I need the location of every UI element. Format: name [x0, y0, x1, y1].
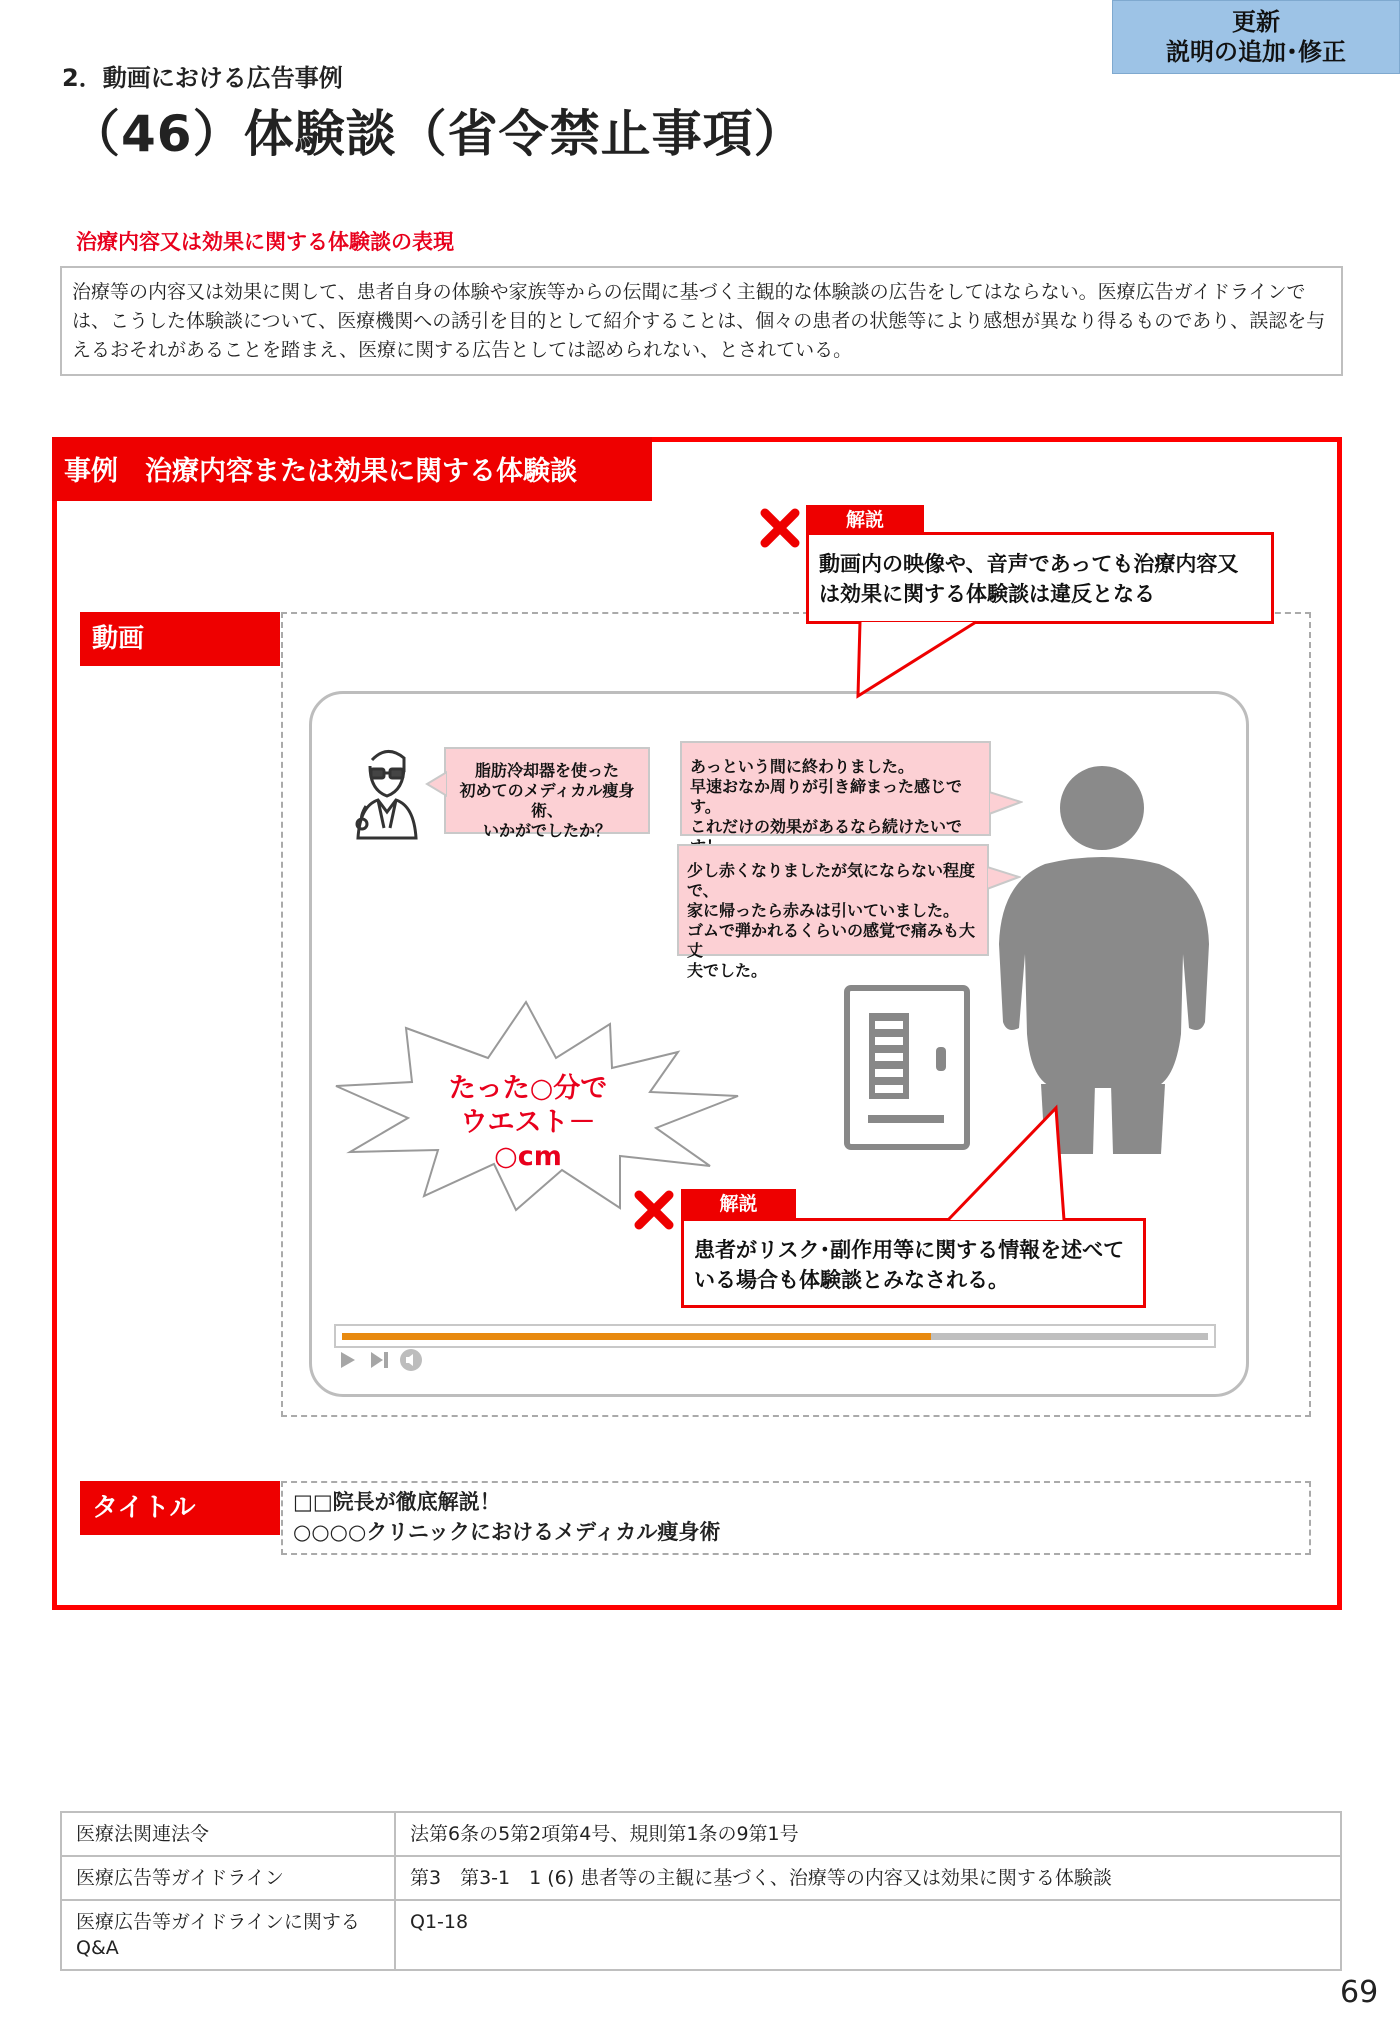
update-badge: [1112, 0, 1400, 74]
video-title-area: [281, 1481, 1311, 1555]
bubble-line: 初めてのメディカル痩身術、: [459, 781, 635, 820]
note-line: 動画内の映像や、音声であっても治療内容又: [819, 552, 1239, 576]
bubble-line: これだけの効果があるなら続けたいで: [690, 817, 963, 836]
table-value: 第3 第3-1 1 (6) 患者等の主観に基づく、治療等の内容又は効果に関する体験談: [395, 1856, 1341, 1900]
table-key: 医療法関連法令: [61, 1812, 395, 1856]
progress-fill: [342, 1333, 931, 1340]
video-title-line: ○○○○クリニックにおけるメディカル痩身術: [293, 1520, 721, 1544]
x-mark-icon: [633, 1189, 675, 1231]
table-value: 法第6条の5第2項第4号、規則第1条の9第1号: [395, 1812, 1341, 1856]
interviewer-bubble: [444, 747, 650, 840]
bubble-line: あっという間に終わりました。: [690, 757, 914, 776]
note-1-pointer: [850, 620, 980, 700]
table-row: [61, 1812, 1341, 1856]
note-line: 患者がリスク･副作用等に関する情報を述べて: [694, 1238, 1125, 1262]
bubble-line: 早速おなか周りが引き締まった感じです。: [690, 777, 963, 816]
title-label: タイトル: [80, 1481, 280, 1535]
table-key: 医療広告等ガイドラインに関する Q&A: [61, 1900, 395, 1970]
patient-bubble-2: [677, 844, 989, 980]
example-label: 事例 治療内容または効果に関する体験談: [52, 437, 652, 501]
video-progress-bar[interactable]: [334, 1324, 1216, 1348]
bubble-line: ゴムで弾かれるくらいの感覚で痛みも大丈: [687, 921, 976, 960]
patient-bubble-1: [680, 741, 991, 836]
note-box-2: [681, 1218, 1146, 1308]
bubble-line: 家に帰ったら赤みは引いていました。: [687, 901, 960, 920]
note-tag-2: 解説: [681, 1189, 796, 1220]
note-box-1: [806, 532, 1274, 624]
bubble-line: 少し赤くなりましたが気にならない程度で、: [687, 861, 976, 900]
intro-text-box: 治療等の内容又は効果に関して、患者自身の体験や家族等からの伝聞に基づく主観的な体験談の広告をしてはならない。医療広告ガイドラインでは、こうした体験談について、医療機関への誘引を目的として紹介することは、個々の患者の状態等により感想が異なり得るものであり、誤認を与えるおそれがあることを踏まえ、医療に関する広告としては認められない、とされている。: [60, 266, 1343, 376]
burst-line: ウエスト－○cm: [460, 1107, 596, 1172]
reference-table: [60, 1811, 1342, 1971]
table-value: Q1-18: [395, 1900, 1341, 1970]
doctor-icon: [348, 740, 426, 840]
badge-line-1: 更新: [1232, 8, 1280, 36]
intro-heading: 治療内容又は効果に関する体験談の表現: [76, 230, 454, 254]
table-row: [61, 1856, 1341, 1900]
burst-line: たった○分で: [448, 1073, 608, 1104]
badge-line-2: 説明の追加･修正: [1166, 38, 1346, 66]
progress-track: [342, 1333, 1208, 1340]
page-title: （46）体験談（省令禁止事項）: [70, 105, 805, 163]
table-row: [61, 1900, 1341, 1970]
play-icon[interactable]: [338, 1349, 358, 1371]
note-tag-1: 解説: [806, 505, 924, 536]
section-subtitle: 2．動画における広告事例: [62, 64, 343, 92]
patient-silhouette-icon: [995, 764, 1217, 1154]
note-line: は効果に関する体験談は違反となる: [819, 582, 1155, 606]
volume-icon[interactable]: [398, 1347, 424, 1373]
table-key: 医療広告等ガイドライン: [61, 1856, 395, 1900]
video-title-line: □□院長が徹底解説！: [293, 1490, 501, 1514]
note-line: いる場合も体験談とみなされる。: [694, 1268, 1009, 1292]
bubble-line: 夫でした。: [687, 961, 768, 980]
note-2-pointer: [946, 1104, 1066, 1222]
burst-text: [428, 1072, 628, 1174]
next-icon[interactable]: [368, 1349, 392, 1371]
page-number: 69: [1340, 1975, 1379, 2010]
bubble-tail-left: [425, 770, 447, 798]
x-mark-icon: [759, 507, 801, 549]
bubble-line: いかがでしたか？: [482, 821, 611, 840]
video-label: 動画: [80, 612, 280, 666]
bubble-line: 脂肪冷却器を使った: [474, 761, 619, 780]
